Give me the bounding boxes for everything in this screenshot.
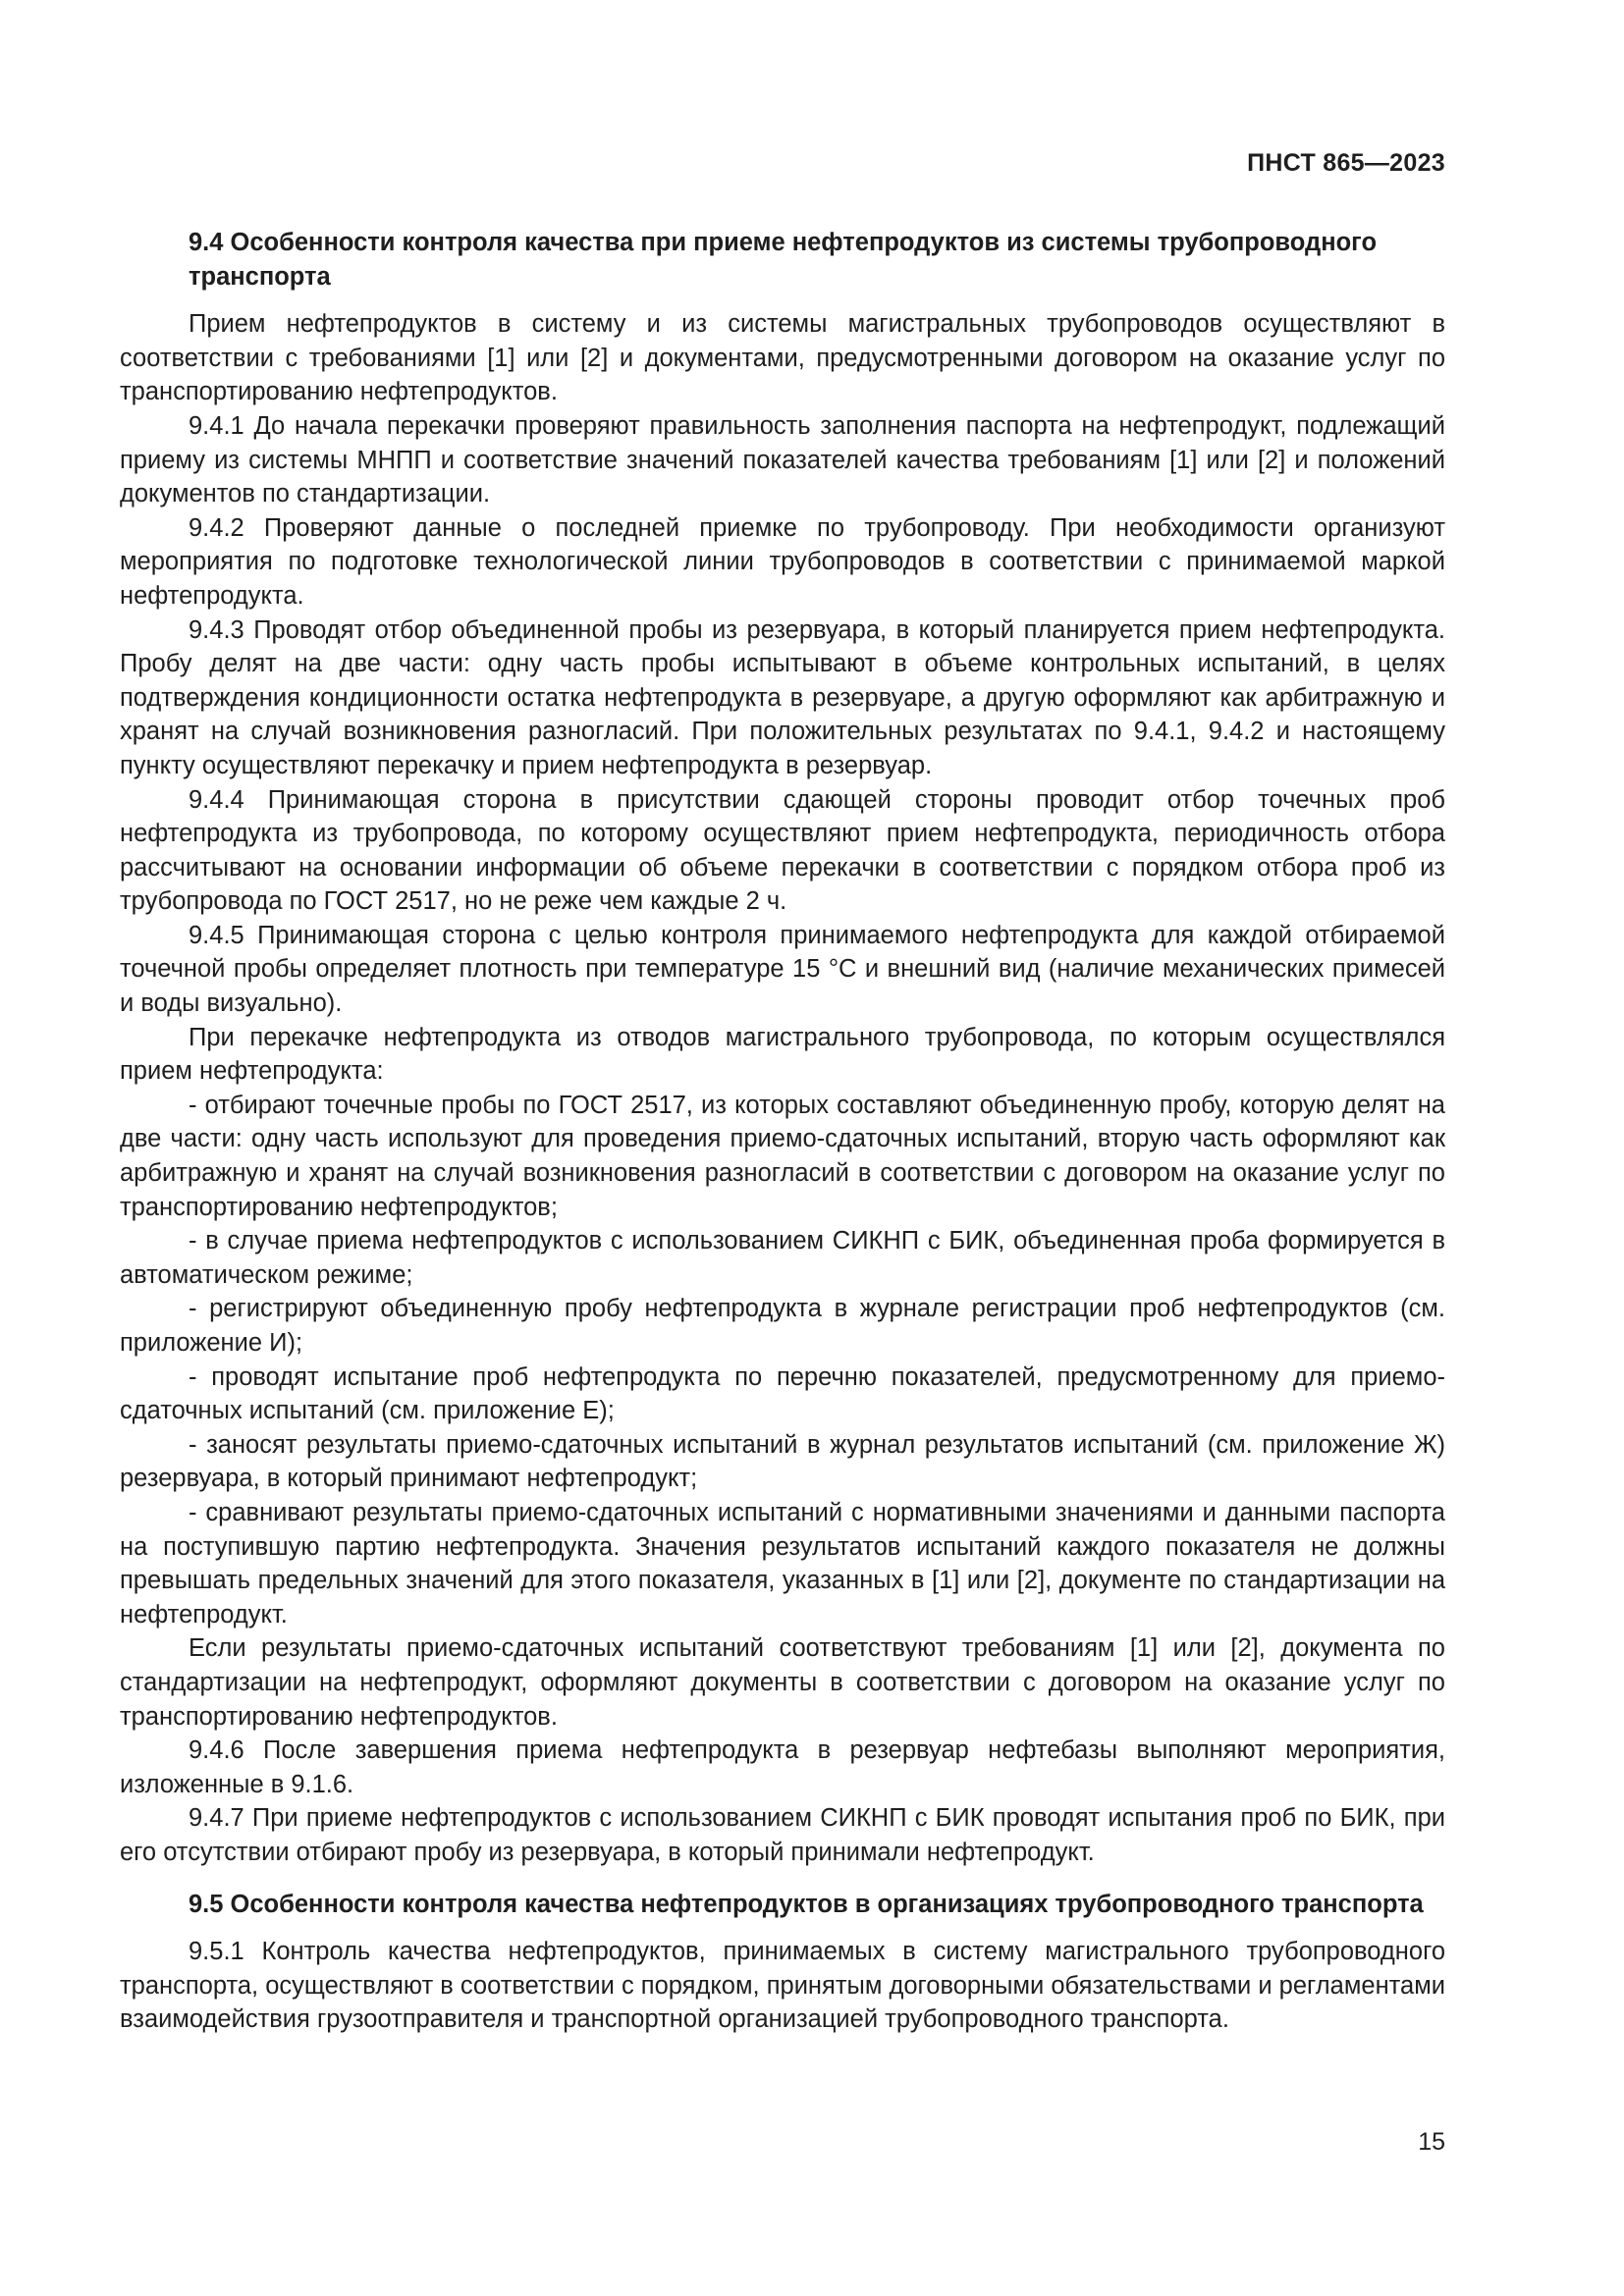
- page-content: [120, 226, 1445, 2037]
- paragraph-9-4-7: 9.4.7 При приеме нефтепродуктов с использованием СИКНП с БИК проводят испытания проб по БИК, при его отсутствии отбирают пробу из резервуара, в который принимали нефтепродукт.: [120, 1804, 1445, 1866]
- list-item-record: - заносят результаты приемо-сдаточных испытаний в журнал результатов испытаний (см. приложение Ж) резервуара, в который принимают нефтепродукт;: [120, 1430, 1445, 1493]
- paragraph-intro: Прием нефтепродуктов в систему и из системы магистральных трубопроводов осуществляют в соответствии с требованиями [1] или [2] и документами, предусмотренными договором на оказание услуг по транспортированию нефтепродуктов.: [120, 310, 1445, 406]
- list-item-compare: - сравнивают результаты приемо-сдаточных испытаний с нормативными значениями и данными паспорта на поступившую партию нефтепродукта. Значения результатов испытаний каждого показателя не должны превышать предельных значений для этого показателя, указанных в [1] или [2], документе по стандартизации на нефтепродукт.: [120, 1498, 1445, 1629]
- paragraph-9-4-6: 9.4.6 После завершения приема нефтепродукта в резервуар нефтебазы выполняют мероприятия, изложенные в 9.1.6.: [120, 1736, 1445, 1798]
- list-item-testing: - проводят испытание проб нефтепродукта по перечню показателей, предусмотренному для приемо-сдаточных испытаний (см. приложение Е);: [120, 1362, 1445, 1425]
- list-item-sampling: - отбирают точечные пробы по ГОСТ 2517, из которых составляют объединенную пробу, которую делят на две части: одну часть используют для проведения приемо-сдаточных испытаний, вторую часть оформляют как арбитражную и хранят на случай возникновения разногласий в соответствии с договором на оказание услуг по транспортированию нефтепродуктов;: [120, 1091, 1445, 1221]
- list-item-register: - регистрируют объединенную пробу нефтепродукта в журнале регистрации проб нефтепродуктов (см. приложение И);: [120, 1295, 1445, 1357]
- list-item-automatic: - в случае приема нефтепродуктов с использованием СИКНП с БИК, объединенная проба формируется в автоматическом режиме;: [120, 1227, 1445, 1289]
- section-heading-9-5: 9.5 Особенности контроля качества нефтепродуктов в организациях трубопроводного транспорта: [189, 1890, 1424, 1918]
- section-heading-9-4: 9.4 Особенности контроля качества при приеме нефтепродуктов из системы трубопроводного транспорта: [189, 229, 1378, 291]
- paragraph-9-4-1: 9.4.1 До начала перекачки проверяют правильность заполнения паспорта на нефтепродукт, подлежащий приему из системы МНПП и соответствие значений показателей качества требованиям [1] или [2] и положений документов по стандартизации.: [120, 411, 1445, 508]
- paragraph-9-4-3: 9.4.3 Проводят отбор объединенной пробы из резервуара, в который планируется прием нефтепродукта. Пробу делят на две части: одну часть пробы испытывают в объеме контрольных испытаний, в целях подтверждения кондиционности остатка нефтепродукта в резервуаре, а другую оформляют как арбитражную и хранят на случай возникновения разногласий. При положительных результатах по 9.4.1, 9.4.2 и настоящему пункту осуществляют перекачку и прием нефтепродукта в резервуар.: [120, 615, 1445, 779]
- page-number: 15: [1418, 2128, 1445, 2156]
- paragraph-pumping-intro: При перекачке нефтепродукта из отводов магистрального трубопровода, по которым осуществлялся прием нефтепродукта:: [120, 1023, 1445, 1086]
- document-code: ПНСТ 865—2023: [1247, 149, 1445, 177]
- paragraph-9-4-2: 9.4.2 Проверяют данные о последней приемке по трубопроводу. При необходимости организуют мероприятия по подготовке технологической линии трубопроводов в соответствии с принимаемой маркой нефтепродукта.: [120, 513, 1445, 610]
- paragraph-9-4-4: 9.4.4 Принимающая сторона в присутствии сдающей стороны проводит отбор точечных проб нефтепродукта из трубопровода, по которому осуществляют прием нефтепродукта, периодичность отбора рассчитывают на основании информации об объеме перекачки в соответствии с порядком отбора проб из трубопровода по ГОСТ 2517, но не реже чем каждые 2 ч.: [120, 785, 1445, 916]
- paragraph-if-results: Если результаты приемо-сдаточных испытаний соответствуют требованиям [1] или [2], документа по стандартизации на нефтепродукт, оформляют документы в соответствии с договором на оказание услуг по транспортированию нефтепродуктов.: [120, 1634, 1445, 1731]
- paragraph-9-5-1: 9.5.1 Контроль качества нефтепродуктов, принимаемых в систему магистрального трубопроводного транспорта, осуществляют в соответствии с порядком, принятым договорными обязательствами и регламентами взаимодействия грузоотправителя и транспортной организацией трубопроводного транспорта.: [120, 1938, 1445, 2034]
- paragraph-9-4-5: 9.4.5 Принимающая сторона с целью контроля принимаемого нефтепродукта для каждой отбираемой точечной пробы определяет плотность при температуре 15 °С и внешний вид (наличие механических примесей и воды визуально).: [120, 921, 1445, 1018]
